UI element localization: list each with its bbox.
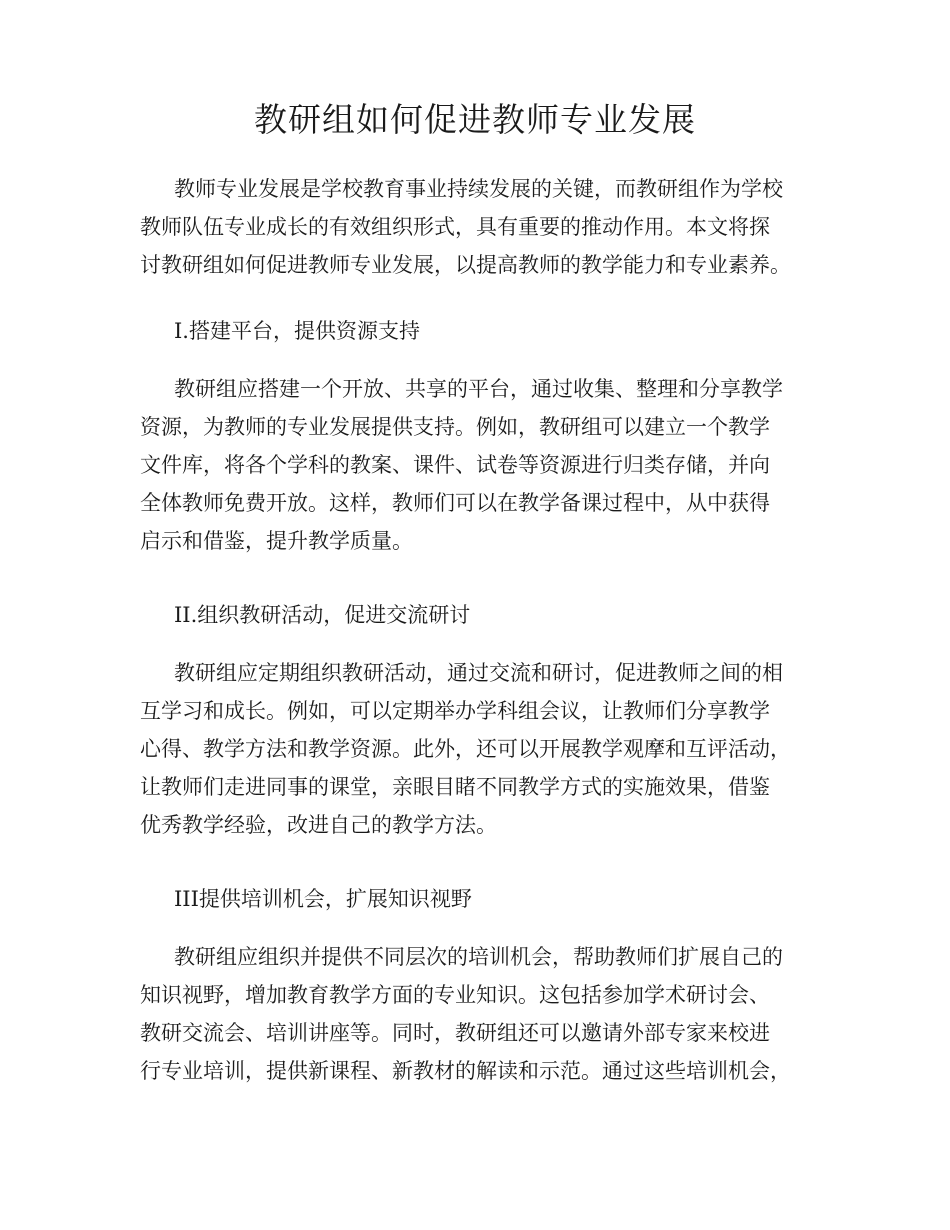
- section-3-line-1: 教研组应组织并提供不同层次的培训机会，帮助教师们扩展自己的: [174, 945, 783, 969]
- section-heading-1: I.搭建平台，提供资源支持: [174, 319, 420, 343]
- section-heading-2: II.组织教研活动，促进交流研讨: [174, 603, 471, 627]
- intro-line-3: 讨教研组如何促进教师专业发展，以提高教师的教学能力和专业素养。: [140, 253, 791, 277]
- section-2-line-4: 让教师们走进同事的课堂，亲眼目睹不同教学方式的实施效果，借鉴: [140, 775, 770, 799]
- section-heading-3: III提供培训机会，扩展知识视野: [174, 887, 472, 911]
- intro-line-1: 教师专业发展是学校教育事业持续发展的关键，而教研组作为学校: [174, 177, 783, 201]
- section-1-line-3: 文件库，将各个学科的教案、课件、试卷等资源进行归类存储，并向: [140, 453, 770, 477]
- page-title: 教研组如何促进教师专业发展: [254, 100, 696, 139]
- section-2-line-3: 心得、教学方法和教学资源。此外，还可以开展教学观摩和互评活动，: [140, 737, 791, 761]
- section-1-line-5: 启示和借鉴，提升教学质量。: [140, 529, 413, 553]
- section-2-line-1: 教研组应定期组织教研活动，通过交流和研讨，促进教师之间的相: [174, 661, 783, 685]
- section-3-line-3: 教研交流会、培训讲座等。同时，教研组还可以邀请外部专家来校进: [140, 1021, 770, 1045]
- section-3-line-2: 知识视野，增加教育教学方面的专业知识。这包括参加学术研讨会、: [140, 983, 770, 1007]
- section-3-line-4: 行专业培训，提供新课程、新教材的解读和示范。通过这些培训机会，: [140, 1059, 791, 1083]
- section-1-line-4: 全体教师免费开放。这样，教师们可以在教学备课过程中，从中获得: [140, 491, 770, 515]
- section-1-line-1: 教研组应搭建一个开放、共享的平台，通过收集、整理和分享教学: [174, 377, 783, 401]
- section-1-line-2: 资源，为教师的专业发展提供支持。例如，教研组可以建立一个教学: [140, 415, 770, 439]
- section-2-line-2: 互学习和成长。例如，可以定期举办学科组会议，让教师们分享教学: [140, 699, 770, 723]
- intro-line-2: 教师队伍专业成长的有效组织形式，具有重要的推动作用。本文将探: [140, 215, 770, 239]
- section-2-line-5: 优秀教学经验，改进自己的教学方法。: [140, 813, 497, 837]
